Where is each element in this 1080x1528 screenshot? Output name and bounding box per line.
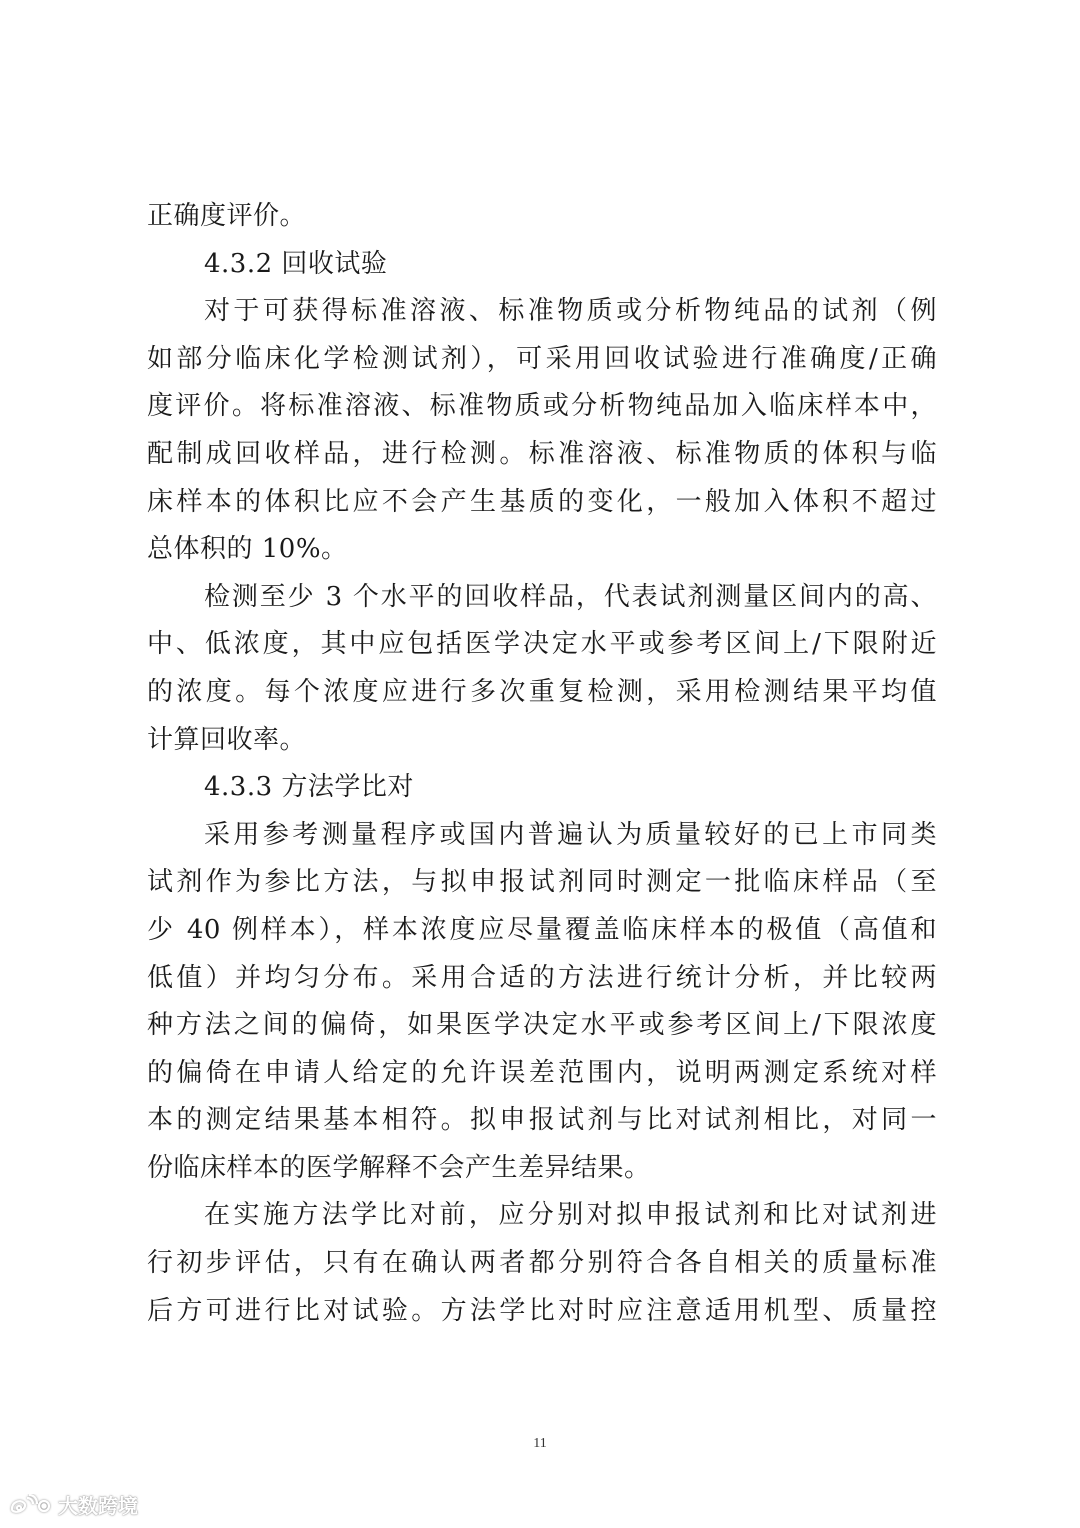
text-line: 度评价。将标准溶液、标准物质或分析物纯品加入临床样本中， bbox=[147, 391, 937, 422]
text-line: 计算回收率。 bbox=[147, 724, 307, 755]
text-line: 对于可获得标准溶液、标准物质或分析物纯品的试剂（例 bbox=[204, 296, 937, 327]
page-number: 11 bbox=[533, 1436, 547, 1451]
text-line: 床样本的体积比应不会产生基质的变化，一般加入体积不超过 bbox=[147, 486, 937, 517]
text-line: 本的测定结果基本相符。拟申报试剂与比对试剂相比，对同一 bbox=[147, 1105, 937, 1136]
text-line: 种方法之间的偏倚，如果医学决定水平或参考区间上/下限浓度 bbox=[147, 1010, 937, 1041]
text-line: 正确度评价。 bbox=[147, 201, 307, 231]
watermark-text: 大数跨境 bbox=[58, 1494, 138, 1518]
weibo-logo-icon bbox=[8, 1494, 52, 1516]
text-line: 的浓度。每个浓度应进行多次重复检测，采用检测结果平均值 bbox=[147, 676, 937, 707]
text-line: 低值）并均匀分布。采用合适的方法进行统计分析，并比较两 bbox=[147, 962, 937, 993]
text-line: 行初步评估，只有在确认两者都分别符合各自相关的质量标准 bbox=[147, 1248, 937, 1279]
text-line: 检测至少 3 个水平的回收样品，代表试剂测量区间内的高、 bbox=[204, 581, 937, 612]
text-line: 份临床样本的医学解释不会产生差异结果。 bbox=[147, 1152, 651, 1183]
watermark bbox=[8, 1490, 138, 1519]
text-line: 采用参考测量程序或国内普遍认为质量较好的已上市同类 bbox=[204, 819, 937, 850]
text-line: 在实施方法学比对前，应分别对拟申报试剂和比对试剂进 bbox=[204, 1200, 937, 1231]
text-line: 配制成回收样品，进行检测。标准溶液、标准物质的体积与临 bbox=[147, 438, 937, 469]
document-body bbox=[147, 193, 937, 1335]
text-line: 总体积的 10%。 bbox=[147, 534, 348, 565]
text-line: 中、低浓度，其中应包括医学决定水平或参考区间上/下限附近 bbox=[147, 629, 937, 660]
text-line: 后方可进行比对试验。方法学比对时应注意适用机型、质量控 bbox=[147, 1295, 937, 1326]
text-line: 试剂作为参比方法，与拟申报试剂同时测定一批临床样品（至 bbox=[147, 867, 937, 898]
text-line: 少 40 例样本），样本浓度应尽量覆盖临床样本的极值（高值和 bbox=[147, 914, 937, 945]
text-line: 如部分临床化学检测试剂），可采用回收试验进行准确度/正确 bbox=[147, 343, 937, 374]
text-line: 的偏倚在申请人给定的允许误差范围内，说明两测定系统对样 bbox=[147, 1057, 937, 1088]
section-heading-4-3-2: 4.3.2 回收试验 bbox=[204, 248, 388, 279]
section-heading-4-3-3: 4.3.3 方法学比对 bbox=[204, 772, 414, 803]
